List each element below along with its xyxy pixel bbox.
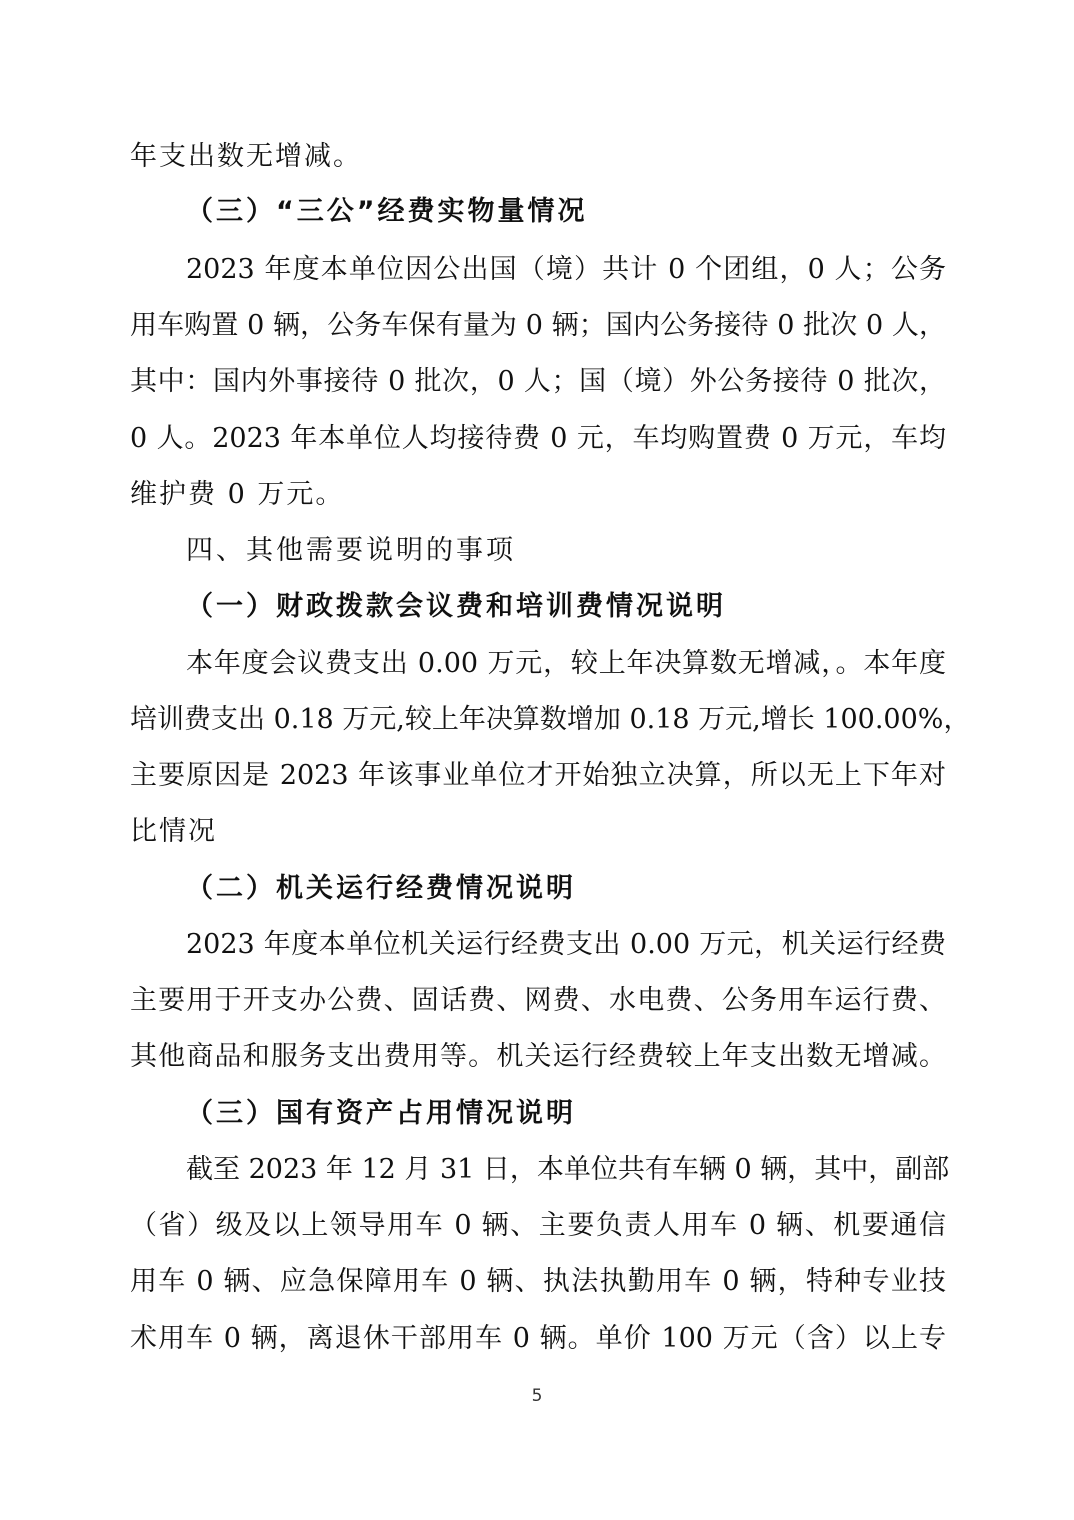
- paragraph-line: 2023 年度本单位因公出国（境）共计 0 个团组，0 人；公务: [186, 254, 946, 285]
- paragraph-line: 主要用于开支办公费、固话费、网费、水电费、公务用车运行费、: [130, 985, 946, 1016]
- paragraph-line: 维护费 0 万元。: [130, 479, 345, 510]
- paragraph-line: 主要原因是 2023 年该事业单位才开始独立决算，所以无上下年对: [130, 760, 946, 791]
- paragraph-line: 其中：国内外事接待 0 批次，0 人；国（境）外公务接待 0 批次，: [130, 366, 946, 397]
- page-number: 5: [531, 1386, 543, 1406]
- paragraph-line: （省）级及以上领导用车 0 辆、主要负责人用车 0 辆、机要通信: [130, 1210, 946, 1241]
- paragraph-line: 0 人。2023 年本单位人均接待费 0 元，车均购置费 0 万元，车均: [130, 423, 946, 454]
- paragraph-line: 年支出数无增减。: [130, 141, 362, 172]
- section-heading: （二）机关运行经费情况说明: [186, 873, 576, 904]
- paragraph-line: 用车 0 辆、应急保障用车 0 辆、执法执勤用车 0 辆，特种专业技: [130, 1266, 946, 1297]
- paragraph-line: 截至 2023 年 12 月 31 日，本单位共有车辆 0 辆，其中，副部: [186, 1154, 950, 1185]
- paragraph-line: 本年度会议费支出 0.00 万元，较上年决算数无增减，。本年度: [186, 648, 946, 679]
- section-heading: （三）“三公”经费实物量情况: [186, 196, 588, 227]
- paragraph-line: 2023 年度本单位机关运行经费支出 0.00 万元，机关运行经费: [186, 929, 946, 960]
- section-heading: （三）国有资产占用情况说明: [186, 1098, 576, 1129]
- paragraph-line: 比情况: [130, 816, 217, 847]
- paragraph-line: 其他商品和服务支出费用等。机关运行经费较上年支出数无增减。: [130, 1041, 946, 1072]
- paragraph-line: 培训费支出 0.18 万元,较上年决算数增加 0.18 万元,增长 100.00%，: [130, 704, 971, 735]
- paragraph-line: 术用车 0 辆，离退休干部用车 0 辆。单价 100 万元（含）以上专: [130, 1323, 946, 1354]
- paragraph-line: 用车购置 0 辆，公务车保有量为 0 辆；国内公务接待 0 批次 0 人，: [130, 310, 946, 341]
- section-heading: （一）财政拨款会议费和培训费情况说明: [186, 591, 726, 622]
- chapter-heading: 四、其他需要说明的事项: [186, 535, 516, 566]
